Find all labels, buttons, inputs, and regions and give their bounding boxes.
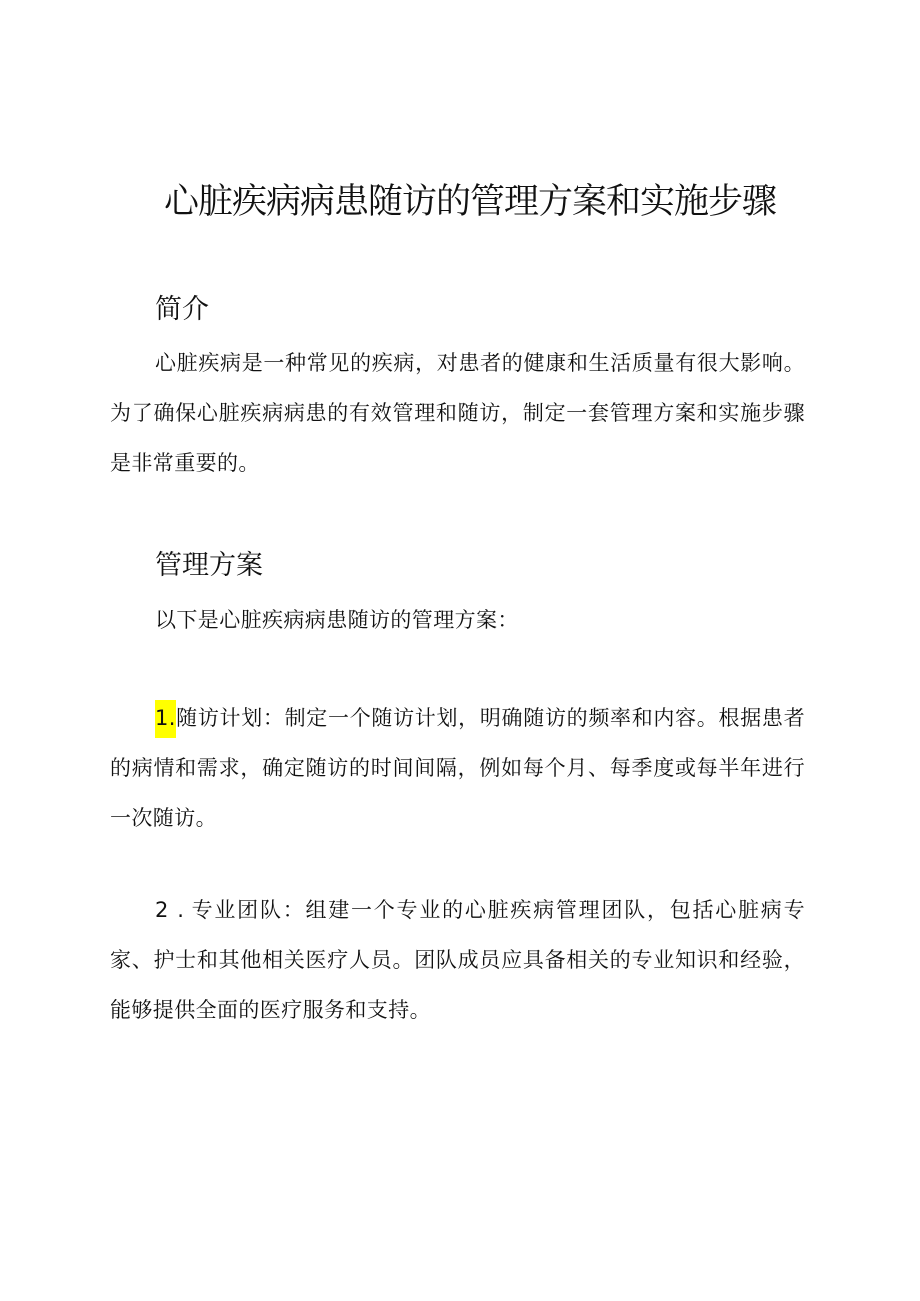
- intro-paragraph: 心脏疾病是一种常见的疾病，对患者的健康和生活质量有很大影响。为了确保心脏疾病病患的有效管理和随访，制定一套管理方案和实施步骤是非常重要的。: [110, 351, 805, 475]
- list-item-text: 随访计划：制定一个随访计划，明确随访的频率和内容。根据患者的病情和需求，确定随访的时间间隔，例如每个月、每季度或每半年进行一次随访。: [110, 706, 805, 830]
- item-number: 2 .: [155, 898, 185, 922]
- list-item-professional-team: [110, 885, 805, 1035]
- section-heading-plan: 管理方案: [155, 550, 263, 581]
- list-item-text: 专业团队：组建一个专业的心脏疾病管理团队，包括心脏病专家、护士和其他相关医疗人员。团队成员应具备相关的专业知识和经验，能够提供全面的医疗服务和支持。: [110, 898, 805, 1022]
- section-heading-intro: 简介: [155, 294, 209, 325]
- highlighted-item-number: 1.: [155, 700, 176, 738]
- plan-intro-paragraph: 以下是心脏疾病病患随访的管理方案：: [155, 608, 519, 632]
- list-item-followup-plan: [110, 693, 805, 843]
- document-title: 心脏疾病病患随访的管理方案和实施步骤: [163, 182, 776, 222]
